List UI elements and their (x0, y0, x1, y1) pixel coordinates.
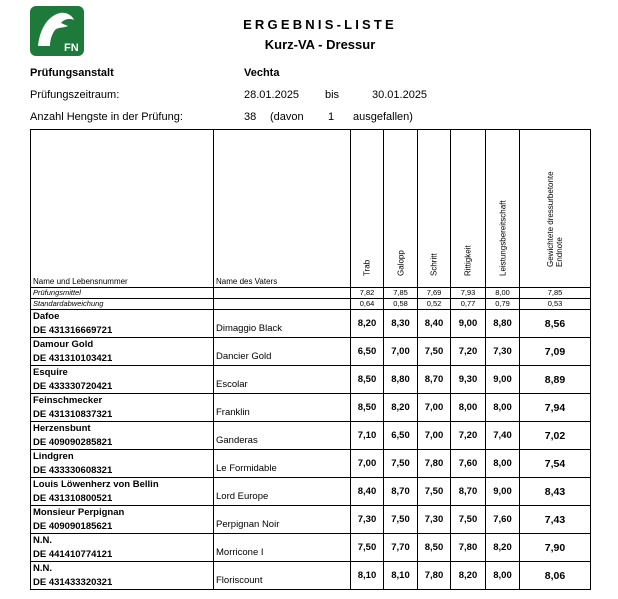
score-cell: 8,00 (486, 562, 520, 590)
horse-name-cell (31, 506, 214, 534)
horse-name-cell (31, 422, 214, 450)
table-row (31, 422, 591, 450)
final-score-cell: 8,89 (520, 366, 591, 394)
father-name: Escolar (216, 379, 248, 390)
final-score-cell: 8,06 (520, 562, 591, 590)
score-cell: 7,30 (486, 338, 520, 366)
mittel-row (31, 288, 591, 299)
score-cell: 7,80 (418, 450, 451, 478)
table-row (31, 450, 591, 478)
score-cell: 7,20 (451, 338, 486, 366)
father-name: Perpignan Noir (216, 519, 280, 530)
document-subtitle: Kurz-VA - Dressur (264, 37, 376, 52)
score-cell: 6,50 (384, 422, 418, 450)
std-value: 0,53 (520, 299, 591, 310)
father-cell (214, 506, 351, 534)
score-cell: 6,50 (351, 338, 384, 366)
score-cell: 9,00 (486, 366, 520, 394)
score-cell: 8,80 (384, 366, 418, 394)
zeitraum-from: 28.01.2025 (244, 89, 300, 101)
score-cell: 8,50 (351, 394, 384, 422)
table-row (31, 310, 591, 338)
horse-name: N.N. (33, 563, 52, 574)
father-name: Floriscount (216, 575, 263, 586)
ausgefallen-text: ausgefallen) (353, 111, 413, 123)
table-row (31, 534, 591, 562)
father-cell (214, 366, 351, 394)
score-cell: 9,30 (451, 366, 486, 394)
horse-name-cell (31, 534, 214, 562)
horse-name: Louis Löwenherz von Bellin (33, 479, 159, 490)
document-title: ERGEBNIS-LISTE (243, 17, 397, 32)
final-score-cell: 7,02 (520, 422, 591, 450)
score-cell: 7,30 (351, 506, 384, 534)
score-cell: 8,50 (418, 534, 451, 562)
mittel-value: 7,69 (418, 288, 451, 299)
horse-name: Dafoe (33, 311, 60, 322)
final-score-cell: 7,09 (520, 338, 591, 366)
score-cell: 8,70 (418, 366, 451, 394)
table-row (31, 394, 591, 422)
father-cell (214, 478, 351, 506)
table-row (31, 506, 591, 534)
logo-text: FN (64, 42, 79, 54)
father-cell (214, 450, 351, 478)
horse-number: DE 431316669721 (33, 325, 113, 336)
results-table (30, 129, 591, 590)
score-cell: 7,00 (351, 450, 384, 478)
horse-number: DE 433330720421 (33, 381, 113, 392)
horse-name-cell (31, 310, 214, 338)
score-cell: 8,50 (351, 366, 384, 394)
father-cell (214, 422, 351, 450)
std-row (31, 299, 591, 310)
header-galopp-cell (384, 130, 418, 288)
score-cell: 8,20 (451, 562, 486, 590)
table-header-row (31, 130, 591, 288)
score-cell: 7,00 (418, 422, 451, 450)
score-cell: 7,00 (384, 338, 418, 366)
header-name: Name und Lebensnummer (33, 277, 128, 286)
header-trab: Trab (362, 259, 372, 276)
score-cell: 7,50 (384, 450, 418, 478)
davon-text: (davon (270, 111, 304, 123)
score-cell: 7,80 (418, 562, 451, 590)
std-empty (214, 299, 351, 310)
score-cell: 7,50 (384, 506, 418, 534)
final-score-cell: 7,90 (520, 534, 591, 562)
horse-number: DE 441410774121 (33, 549, 113, 560)
header-endnote-line2: Endnote (555, 237, 564, 267)
header-trab-cell (351, 130, 384, 288)
std-value: 0,52 (418, 299, 451, 310)
horse-number: DE 431310837321 (33, 409, 113, 420)
header-rittigkeit-cell (451, 130, 486, 288)
horse-name: Lindgren (33, 451, 74, 462)
header-name-cell (31, 130, 214, 288)
anzahl-value: 38 (244, 111, 257, 123)
zeitraum-label: Prüfungszeitraum: (30, 89, 120, 101)
std-value: 0,79 (486, 299, 520, 310)
mittel-empty (214, 288, 351, 299)
score-cell: 8,40 (418, 310, 451, 338)
score-cell: 9,00 (451, 310, 486, 338)
score-cell: 7,40 (486, 422, 520, 450)
horse-name: Monsieur Perpignan (33, 507, 125, 518)
mittel-value: 7,82 (351, 288, 384, 299)
father-name: Morricone I (216, 547, 264, 558)
father-cell (214, 310, 351, 338)
table-row (31, 478, 591, 506)
horse-name-cell (31, 366, 214, 394)
horse-name: Esquire (33, 367, 68, 378)
score-cell: 8,00 (451, 394, 486, 422)
score-cell: 7,50 (418, 338, 451, 366)
horse-name: N.N. (33, 535, 52, 546)
horse-name-cell (31, 478, 214, 506)
score-cell: 7,50 (451, 506, 486, 534)
father-name: Dimaggio Black (216, 323, 282, 334)
horse-name-cell (31, 338, 214, 366)
horse-number: DE 431433320321 (33, 577, 113, 588)
score-cell: 8,40 (351, 478, 384, 506)
std-value: 0,58 (384, 299, 418, 310)
father-name: Ganderas (216, 435, 258, 446)
anzahl-label: Anzahl Hengste in der Prüfung: (30, 111, 183, 123)
header-schritt: Schritt (429, 253, 439, 276)
header-father: Name des Vaters (216, 277, 278, 286)
father-cell (214, 562, 351, 590)
header-endnote (546, 171, 564, 267)
score-cell: 7,80 (451, 534, 486, 562)
zeitraum-to: 30.01.2025 (372, 89, 428, 101)
std-value: 0,77 (451, 299, 486, 310)
score-cell: 8,30 (384, 310, 418, 338)
father-name: Le Formidable (216, 463, 277, 474)
horse-name: Feinschmecker (33, 395, 103, 406)
score-cell: 7,30 (418, 506, 451, 534)
horse-name: Herzensbunt (33, 423, 91, 434)
father-name: Lord Europe (216, 491, 269, 502)
score-cell: 8,00 (486, 394, 520, 422)
horse-name-cell (31, 562, 214, 590)
score-cell: 8,80 (486, 310, 520, 338)
header-rittigkeit: Rittigkeit (463, 245, 473, 276)
ausgefallen-value: 1 (328, 111, 335, 123)
score-cell: 7,00 (418, 394, 451, 422)
horse-name-cell (31, 394, 214, 422)
std-value: 0,64 (351, 299, 384, 310)
father-cell (214, 394, 351, 422)
score-cell: 7,60 (451, 450, 486, 478)
father-name: Dancier Gold (216, 351, 272, 362)
score-cell: 7,60 (486, 506, 520, 534)
score-cell: 8,20 (384, 394, 418, 422)
score-cell: 8,70 (451, 478, 486, 506)
table-row (31, 366, 591, 394)
header-galopp: Galopp (396, 250, 405, 276)
score-cell: 7,10 (351, 422, 384, 450)
score-cell: 8,20 (351, 310, 384, 338)
horse-name: Damour Gold (33, 339, 94, 350)
father-name: Franklin (216, 407, 250, 418)
zeitraum-bis: bis (325, 89, 340, 101)
header-leistung-cell (486, 130, 520, 288)
final-score-cell: 8,43 (520, 478, 591, 506)
score-cell: 8,10 (351, 562, 384, 590)
final-score-cell: 7,94 (520, 394, 591, 422)
final-score-cell: 7,43 (520, 506, 591, 534)
mittel-value: 8,00 (486, 288, 520, 299)
mittel-value: 7,93 (451, 288, 486, 299)
fn-logo (30, 6, 84, 56)
mittel-label: Prüfungsmittel (31, 288, 214, 299)
final-score-cell: 8,56 (520, 310, 591, 338)
father-cell (214, 338, 351, 366)
final-score-cell: 7,54 (520, 450, 591, 478)
horse-number: DE 409090285821 (33, 437, 113, 448)
horse-number: DE 431310103421 (33, 353, 113, 364)
header-father-cell (214, 130, 351, 288)
std-label: Standardabweichung (31, 299, 214, 310)
score-cell: 7,70 (384, 534, 418, 562)
score-cell: 8,70 (384, 478, 418, 506)
table-row (31, 562, 591, 590)
score-cell: 7,20 (451, 422, 486, 450)
header-schritt-cell (418, 130, 451, 288)
anstalt-value: Vechta (244, 67, 280, 79)
anstalt-label: Prüfungsanstalt (30, 67, 114, 79)
horse-number: DE 433330608321 (33, 465, 113, 476)
horse-name-cell (31, 450, 214, 478)
horse-rows (31, 310, 591, 590)
score-cell: 8,00 (486, 450, 520, 478)
horse-number: DE 431310800521 (33, 493, 113, 504)
header-endnote-cell (520, 130, 591, 288)
score-cell: 7,50 (351, 534, 384, 562)
score-cell: 7,50 (418, 478, 451, 506)
header-endnote-line1: Gewichtete dressurbetonte (546, 171, 555, 267)
score-cell: 9,00 (486, 478, 520, 506)
mittel-value: 7,85 (384, 288, 418, 299)
score-cell: 8,20 (486, 534, 520, 562)
horse-number: DE 409090185621 (33, 521, 113, 532)
table-row (31, 338, 591, 366)
header-leistung: Leistungsbereitschaft (498, 200, 507, 276)
score-cell: 8,10 (384, 562, 418, 590)
father-cell (214, 534, 351, 562)
mittel-value: 7,85 (520, 288, 591, 299)
